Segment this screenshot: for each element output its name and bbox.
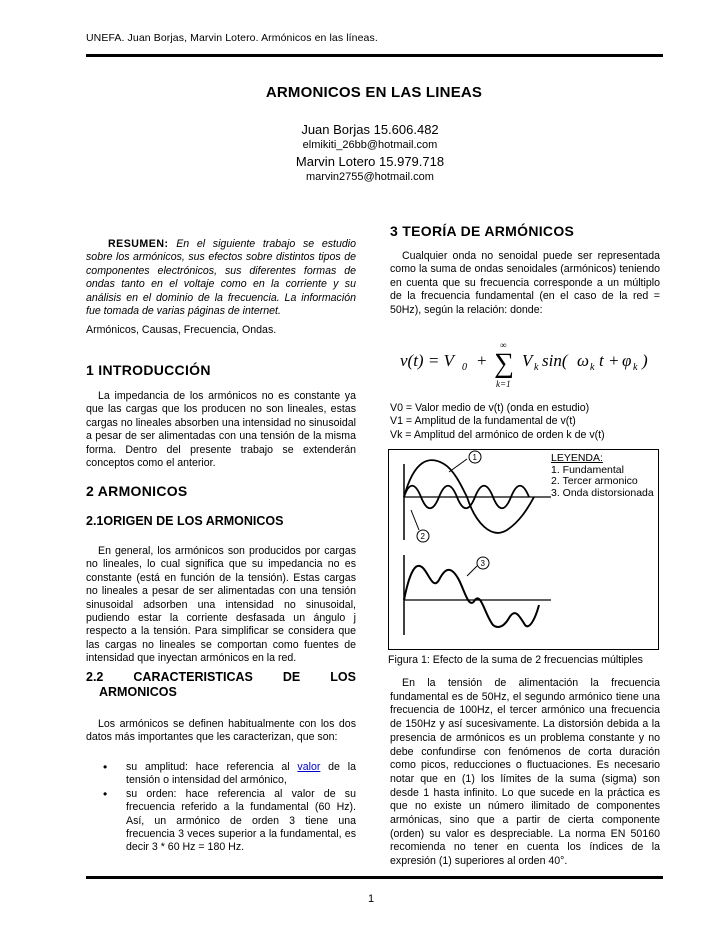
header-rule: [86, 54, 663, 57]
eq-subk: k: [534, 362, 539, 373]
section-2-1-text: En general, los armónicos son producidos por cargas no lineales, lo cual significa que su impedancia no es constante (está en función de la tensión). Estas cargas no lineales a pesar de ser alimentadas con una tensión sinusoidal adsorben una intensidad no sinusoidal, pudiendo estar la corriente desfasada un ángulo j respecto a la tensión. Para simplificar se considera que las cargas no lineales se comportan como fuentes de intensidad que inyectan armónicos en la red.: [86, 545, 356, 665]
figure-caption: Figura 1: Efecto de la suma de 2 frecuencias múltiples: [388, 654, 643, 666]
section-2-1-heading: 2.1ORIGEN DE LOS ARMONICOS: [86, 514, 284, 528]
list-item: • su amplitud: hace referencia al valor de la tensión o intensidad del armónico,: [103, 760, 356, 787]
legend-item-1: 1. Fundamental: [551, 463, 624, 476]
section-3-heading: 3 TEORÍA DE ARMÓNICOS: [390, 223, 575, 239]
eq-sub0: 0: [462, 362, 467, 373]
label-1: 1: [472, 453, 477, 462]
page-number: 1: [367, 893, 375, 905]
author2-email: marvin2755@hotmail.com: [306, 171, 434, 183]
abstract-label: RESUMEN:: [108, 238, 169, 250]
valor-link[interactable]: valor: [297, 761, 321, 773]
author1-email: elmikiti_26bb@hotmail.com: [302, 139, 438, 151]
s22-num: 2.2: [86, 670, 104, 684]
section-2-heading: 2 ARMONICOS: [86, 483, 188, 499]
eq-sum-top: ∞: [500, 340, 507, 350]
author2-name: Marvin Lotero 15.979.718: [295, 154, 445, 169]
eq-lhs: v(t) = V: [400, 351, 454, 370]
bullet-list: [86, 761, 356, 855]
legend-item-3: 3. Onda distorsionada: [551, 486, 654, 499]
section-3-text-2: En la tensión de alimentación la frecuencia fundamental es de 50Hz, el segundo armónico tiene una frecuencia de 100Hz, el tercer armónico una frecuencia de 150Hz y así sucesivamente. La distorsión debida a la presencia de armónicos es un problema constante y no debe confundirse con fenómenos de corta duración como picos, reducciones o fluctuaciones. Es necesario notar que en (1) los límites de la suma (sigma) son desde 1 hasta infinito. Lo que sucede en la práctica es que no existe un número ilimitado de componentes armónicas, sino que a partir de cierta componente (orden) su valor es despreciable. La norma EN 50160 recomienda no tener en cuenta los índices de la expresión (1) superiores al orden 40°.: [390, 677, 660, 868]
eq-term: V: [522, 351, 533, 370]
figure-legend: [551, 453, 654, 499]
paper-title: ARMONICOS EN LAS LINEAS: [265, 84, 483, 101]
keywords: Armónicos, Causas, Frecuencia, Ondas.: [86, 324, 277, 336]
bullet-dot: •: [103, 786, 108, 801]
running-header: UNEFA. Juan Borjas, Marvin Lotero. Armónicos en las líneas.: [86, 32, 378, 44]
eq-close: ): [642, 351, 648, 370]
footer-rule: [86, 876, 663, 879]
abstract: [86, 238, 356, 318]
eq-t-plus: t +: [599, 351, 620, 370]
s22-word4: ARMONICOS: [99, 685, 177, 699]
eq-sum-bottom: k=1: [496, 379, 511, 389]
eq-sin: sin(: [542, 351, 568, 370]
leader-2: [411, 510, 419, 530]
eq-subk2: k: [590, 362, 595, 373]
eq-plus: +: [477, 351, 487, 370]
label-2: 2: [420, 532, 425, 541]
leader-3: [467, 566, 477, 576]
leader-1: [449, 459, 467, 472]
s22-word3: LOS: [330, 670, 356, 684]
author1-name: Juan Borjas 15.606.482: [301, 122, 439, 137]
def-v0: V0 = Valor medio de v(t) (onda en estudio): [390, 402, 590, 414]
section-3-text: Cualquier onda no senoidal puede ser representada como la suma de ondas senoidales (armónicos) teniendo en cuenta que su frecuencia corresponde a un múltiplo de la frecuencia fundamental (en el caso de la red = 50Hz), según la relación: donde:: [390, 250, 660, 316]
eq-omega: ω: [577, 351, 590, 370]
bullet-dot: •: [103, 760, 108, 774]
distorted-wave: [404, 566, 539, 627]
author-block: [290, 121, 450, 185]
eq-sum-symbol: ∑: [494, 348, 514, 379]
def-vk: Vk = Amplitud del armónico de orden k de v(t): [390, 428, 605, 441]
section-1-text: La impedancia de los armónicos no es constante ya que las cargas que los producen no son lineales, estas cargas no lineales absorben una intensidad no sinusoidal a pesar de ser alimentadas con una tensión de la misma forma. Dentro del presente trabajo se extenderán conceptos como el anterior.: [86, 390, 356, 470]
section-2-2-heading: [86, 670, 356, 700]
definitions: [390, 402, 660, 442]
legend-item-2: 2. Tercer armonico: [551, 475, 638, 487]
s22-word2: DE: [282, 670, 301, 684]
section-2-2-intro: Los armónicos se definen habitualmente con los dos datos más importantes que les caracterizan, que son:: [86, 718, 356, 744]
abstract-text: En el siguiente trabajo se estudio sobre los armónicos, sus efectos sobre distintos tipos de componentes electrónicos, sus diferentes formas de ondas tanto en el voltaje como en la corriente y su análisis en el dominio de la frecuencia. La información fue tomada de varias páginas de internet.: [86, 238, 356, 318]
list-item: • su orden: hace referencia al valor de su frecuencia referido a la fundamental (60 Hz). Así, un armónico de orden 3 tiene una frecuencia 3 veces superior a la fundamental, es decir 3 * 60 Hz = 180 Hz.: [103, 786, 356, 854]
section-1-heading: 1 INTRODUCCIÓN: [86, 362, 211, 378]
s22-word1: CARACTERISTICAS: [133, 670, 253, 684]
legend-title: LEYENDA:: [551, 452, 603, 464]
eq-subk3: k: [633, 362, 638, 373]
harmonic-equation: [390, 340, 665, 395]
label-3: 3: [480, 559, 485, 568]
eq-phi: φ: [622, 351, 632, 370]
def-v1: V1 = Amplitud de la fundamental de v(t): [390, 415, 576, 428]
